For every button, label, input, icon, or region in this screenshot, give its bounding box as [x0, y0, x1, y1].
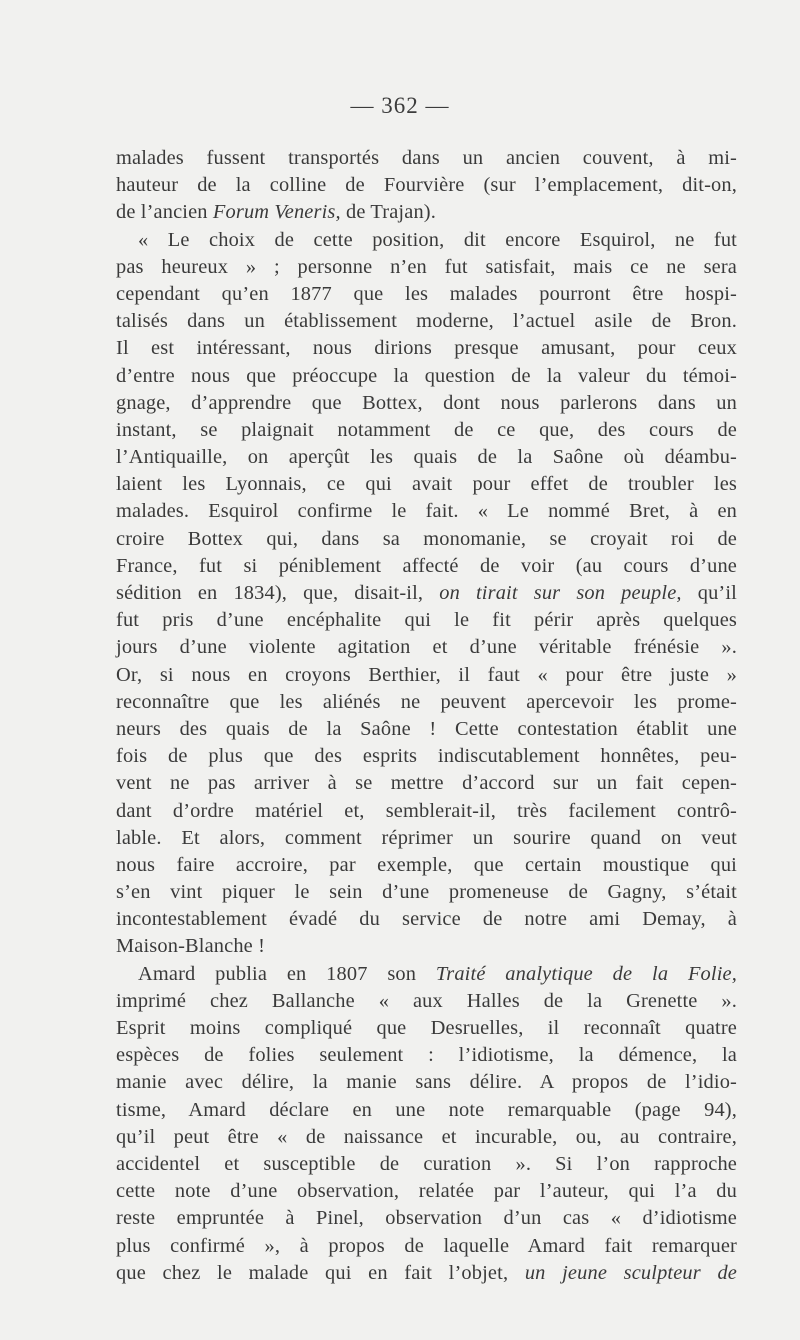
text-line: malades. Esquirol confirme le fait. « Le nommé Bret, à en: [116, 500, 737, 523]
text-line: l’Antiquaille, on aperçût les quais de la Saône où déambu-: [116, 446, 737, 469]
text-line: nous faire accroire, par exemple, que certain moustique qui: [116, 853, 737, 876]
text-line: fois de plus que des esprits indiscutablement honnêtes, peu-: [116, 745, 737, 768]
text-line: cependant qu’en 1877 que les malades pourront être hospi-: [116, 282, 737, 305]
text-line: qu’il peut être « de naissance et incurable, ou, au contraire,: [116, 1125, 737, 1148]
italic-text: un jeune sculpteur de: [524, 1261, 738, 1284]
text-line: Maison-Blanche !: [116, 935, 266, 958]
page-number: — 362 —: [350, 93, 450, 118]
text-line: accidentel et susceptible de curation ». Si l’on rapproche: [116, 1152, 737, 1175]
text-line: gnage, d’apprendre que Bottex, dont nous parlerons dans un: [116, 391, 737, 414]
text-line: dant d’ordre matériel et, semblerait-il, très facilement contrô-: [116, 799, 737, 822]
text-line: incontestablement évadé du service de notre ami Demay, à: [116, 908, 737, 931]
italic-text: Forum Veneris,: [212, 201, 341, 224]
italic-text: on tirait sur son peuple,: [439, 582, 682, 604]
text-line: [116, 1260, 737, 1287]
text-line: s’en vint piquer le sein d’une promeneuse de Gagny, s’était: [116, 881, 737, 904]
body-text: [116, 145, 737, 1287]
text-line: Il est intéressant, nous dirions presque amusant, pour ceux: [116, 337, 737, 360]
text-line: talisés dans un établissement moderne, l’actuel asile de Bron.: [116, 310, 737, 333]
text-line: neurs des quais de la Saône ! Cette contestation établit une: [116, 717, 737, 740]
text-line: manie avec délire, la manie sans délire. A propos de l’idio-: [116, 1071, 737, 1094]
text-line: lable. Et alors, comment réprimer un sourire quand on veut: [116, 826, 737, 849]
text-line: croire Bottex qui, dans sa monomanie, se croyait roi de: [116, 527, 737, 550]
text-segment: Amard publia en 1807 son: [138, 962, 436, 985]
text-line: hauteur de la colline de Fourvière (sur l’emplacement, dit-on,: [116, 174, 737, 197]
text-line: d’entre nous que préoccupe la question de la valeur du témoi-: [116, 364, 737, 387]
text-line: fut pris d’une encéphalite qui le fit périr après quelques: [116, 609, 737, 632]
text-line: [116, 961, 737, 988]
text-line: [116, 580, 737, 607]
text-segment: de Trajan).: [340, 201, 436, 224]
text-line: espèces de folies seulement : l’idiotisme, la démence, la: [116, 1044, 737, 1067]
text-line: vent ne pas arriver à se mettre d’accord sur un fait cepen-: [116, 772, 737, 795]
text-line: instant, se plaignait notamment de ce que, des cours de: [116, 418, 737, 441]
text-segment: que chez le malade qui en fait l’objet,: [116, 1261, 525, 1284]
text-line: pas heureux » ; personne n’en fut satisfait, mais ce ne sera: [116, 255, 737, 278]
text-line: imprimé chez Ballanche « aux Halles de la Grenette ».: [116, 989, 737, 1012]
text-line: jours d’une violente agitation et d’une véritable frénésie ».: [116, 636, 737, 659]
text-line: reste empruntée à Pinel, observation d’un cas « d’idiotisme: [116, 1207, 737, 1230]
text-line: laient les Lyonnais, ce qui avait pour effet de troubler les: [116, 473, 737, 496]
text-segment: sédition en 1834), que, disait-il,: [116, 582, 440, 604]
text-line: « Le choix de cette position, dit encore Esquirol, ne fut: [138, 228, 737, 251]
text-line: plus confirmé », à propos de laquelle Amard fait remarquer: [116, 1234, 737, 1257]
text-line: Or, si nous en croyons Berthier, il faut « pour être juste »: [116, 663, 737, 686]
text-line: France, fut si péniblement affecté de voir (au cours d’une: [116, 554, 737, 577]
text-line: reconnaître que les aliénés ne peuvent apercevoir les prome-: [116, 690, 737, 713]
text-line: Esprit moins compliqué que Desruelles, il reconnaît quatre: [116, 1017, 737, 1039]
text-line: malades fussent transportés dans un ancien couvent, à mi-: [116, 147, 737, 169]
italic-text: Traité analytique de la Folie,: [435, 962, 737, 985]
text-segment: de l’ancien: [116, 201, 213, 224]
text-line: tisme, Amard déclare en une note remarquable (page 94),: [116, 1098, 737, 1121]
text-line: [116, 199, 737, 226]
text-segment: qu’il: [681, 582, 737, 604]
text-line: cette note d’une observation, relatée par l’auteur, qui l’a du: [116, 1180, 737, 1203]
